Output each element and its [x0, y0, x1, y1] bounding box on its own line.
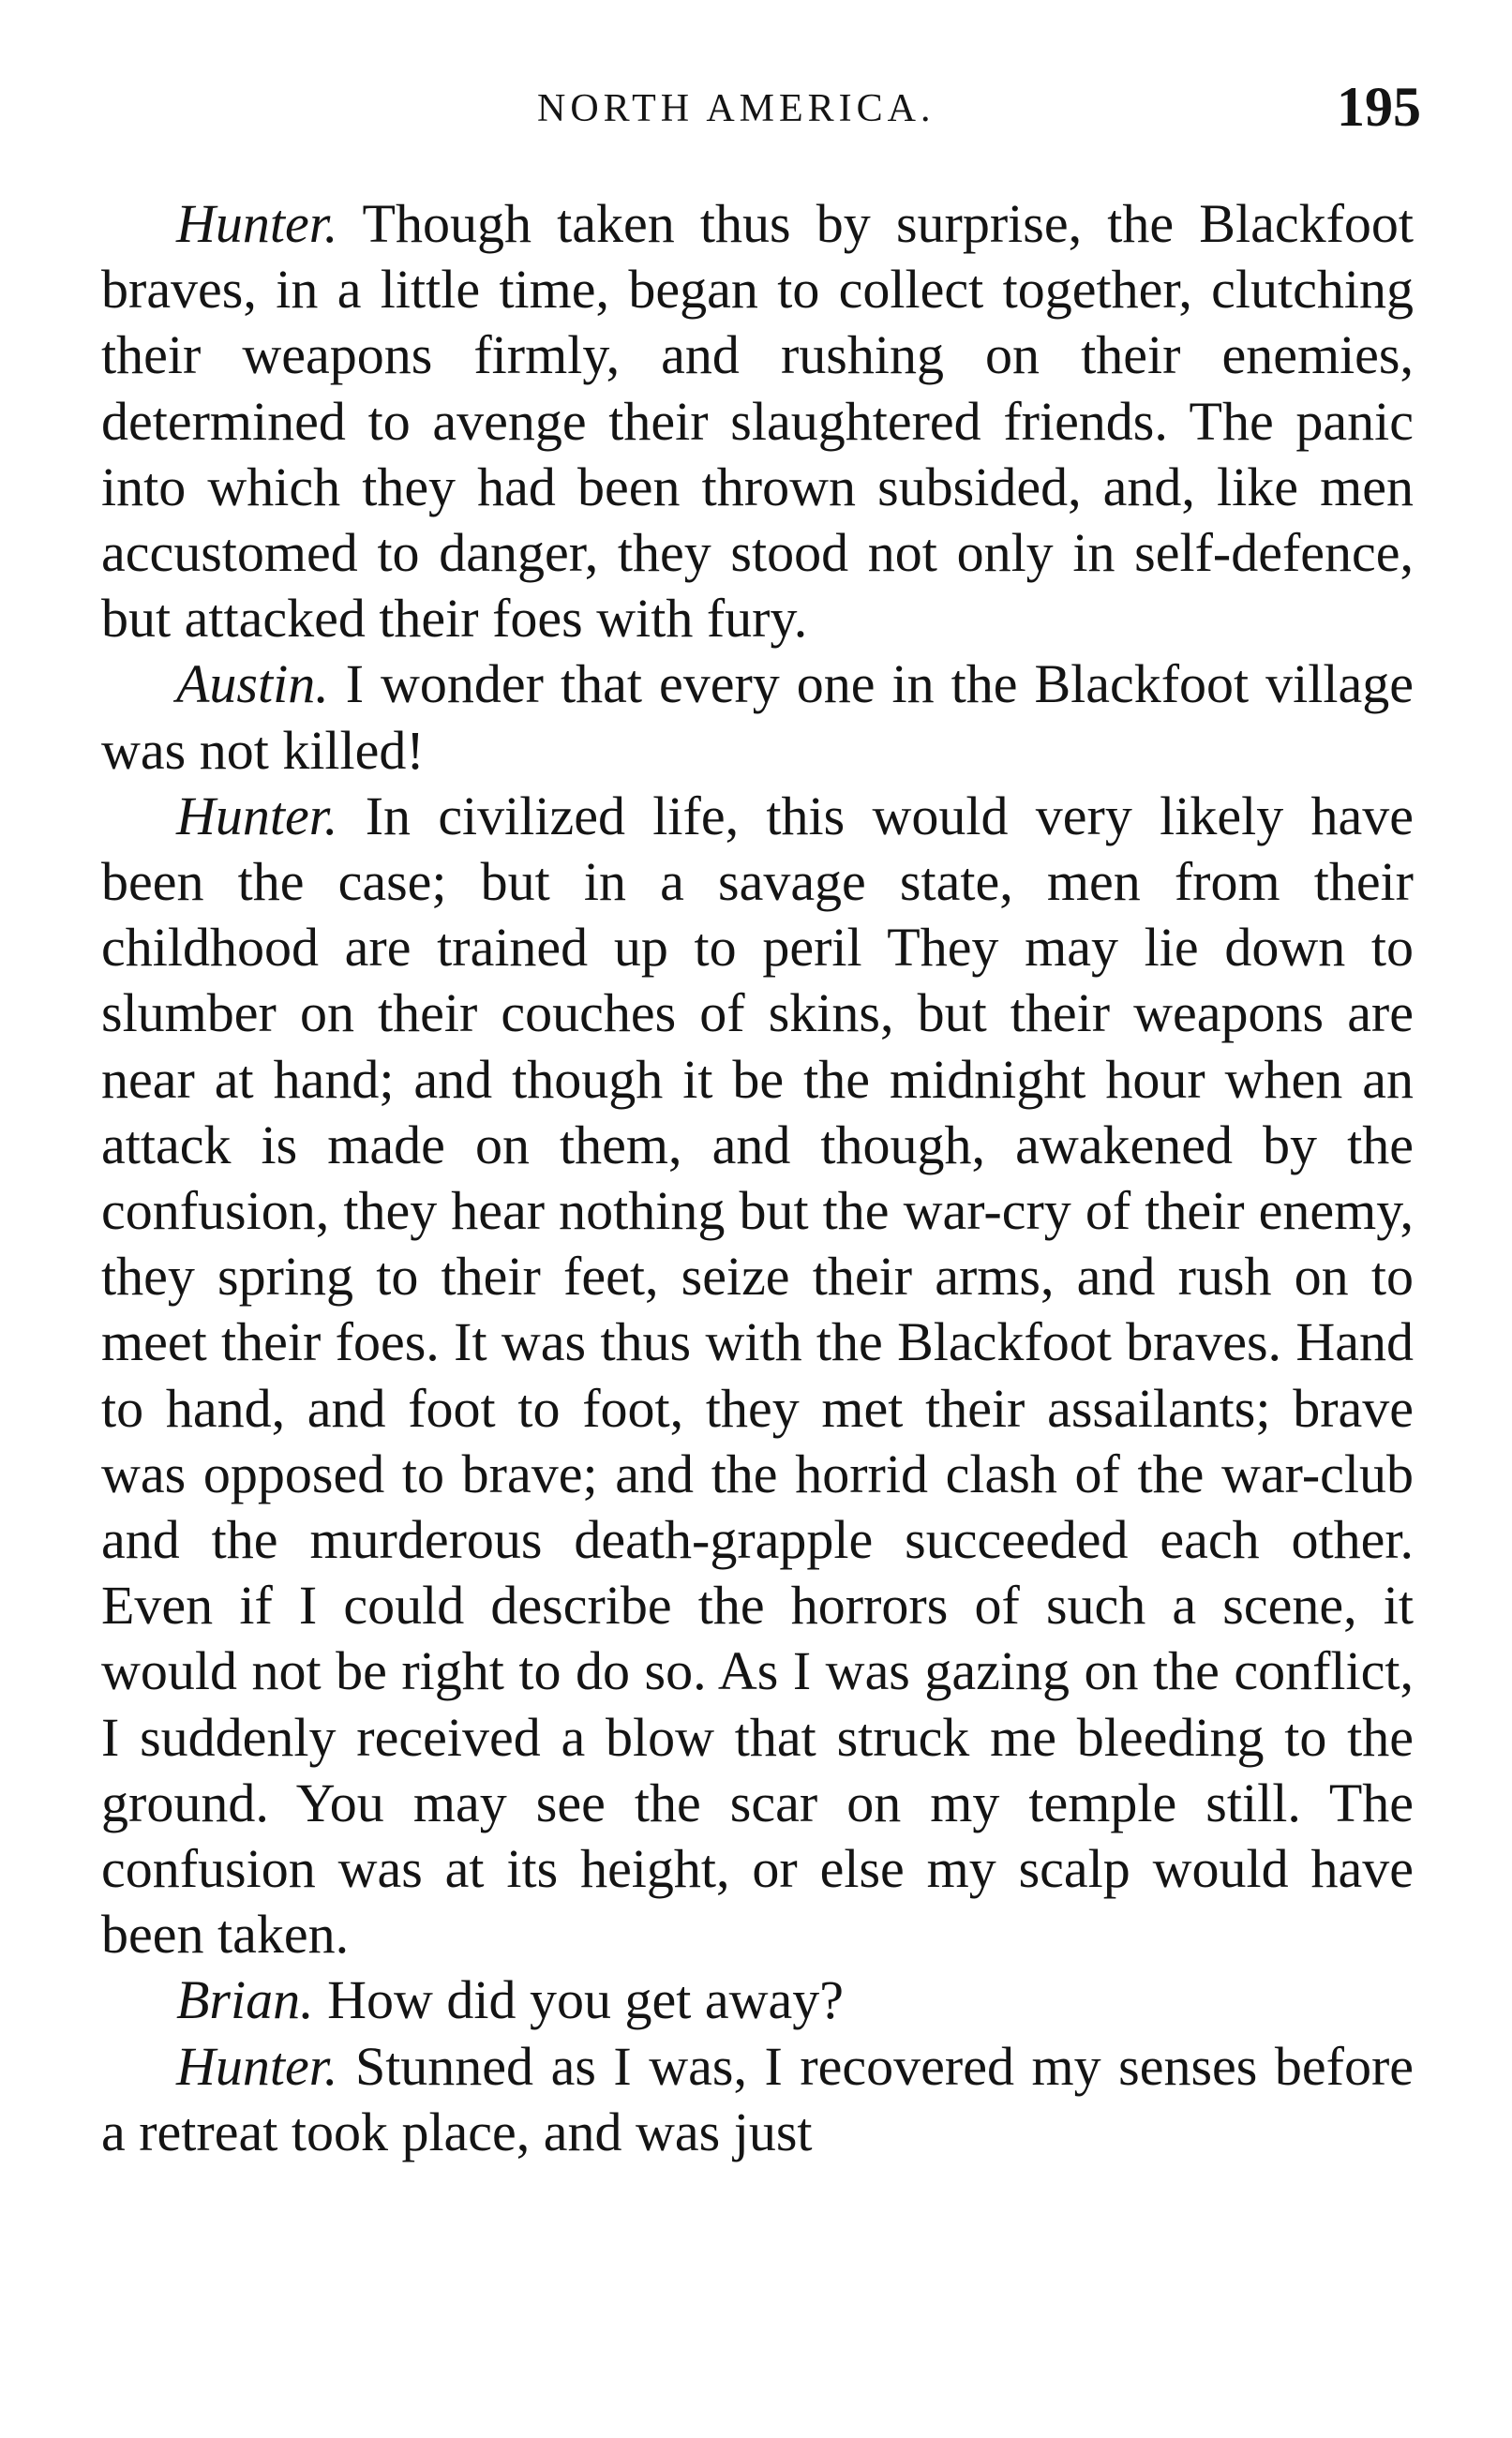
body-text: [101, 191, 1414, 2165]
paragraph-text: Stunned as I was, I recovered my senses before a retreat took place, and was just: [101, 2035, 1415, 2162]
paragraph-text: In civilized life, this would very likely have been the case; but in a savage state, men from their childhood are trained up to peril They may lie down to slumber on their couches of skins, but their weapons are near at hand; and though it be the midnight hour when an attack is made on them, and though, awakened by the confusion, they hear nothing but the war-cry of their enemy, they spring to their feet, seize their arms, and rush on to meet their foes. It was thus with the Blackfoot braves. Hand to hand, and foot to foot, they met their assailants; brave was opposed to brave; and the horrid clash of the war-club and the murderous death-grapple succeeded each other. Even if I could describe the horrors of such a scene, it would not be right to do so. As I was gazing on the conflict, I suddenly received a blow that struck me bleeding to the ground. You may see the scar on my temple still. The confusion was at its height, or else my scalp would have been taken.: [101, 785, 1415, 1966]
speaker-name: Hunter.: [176, 2035, 338, 2097]
dialogue-paragraph: [101, 784, 1414, 1968]
page-number: 195: [1337, 76, 1421, 138]
paragraph-text: How did you get away?: [327, 1969, 844, 2031]
dialogue-paragraph: [101, 191, 1414, 651]
dialogue-paragraph: [101, 2034, 1414, 2165]
paragraph-text: I wonder that every one in the Blackfoot village was not killed!: [101, 653, 1414, 781]
page-header: [101, 75, 1421, 159]
speaker-name: Austin.: [176, 653, 329, 715]
book-page: [101, 75, 1421, 2162]
dialogue-paragraph: [101, 1967, 1414, 2033]
dialogue-paragraph: [101, 651, 1414, 783]
paragraph-text: Though taken thus by surprise, the Blackfoot braves, in a little time, began to collect together, clutching their weapons firmly, and rushing on their enemies, determined to avenge their slaughtered friends. The panic into which they had been thrown subsided, and, like men accustomed to danger, they stood not only in self-defence, but attacked their foes with fury.: [101, 193, 1415, 650]
speaker-name: Hunter.: [176, 193, 338, 254]
speaker-name: Brian.: [176, 1969, 314, 2031]
speaker-name: Hunter.: [176, 785, 338, 846]
running-head: NORTH AMERICA.: [537, 87, 936, 130]
